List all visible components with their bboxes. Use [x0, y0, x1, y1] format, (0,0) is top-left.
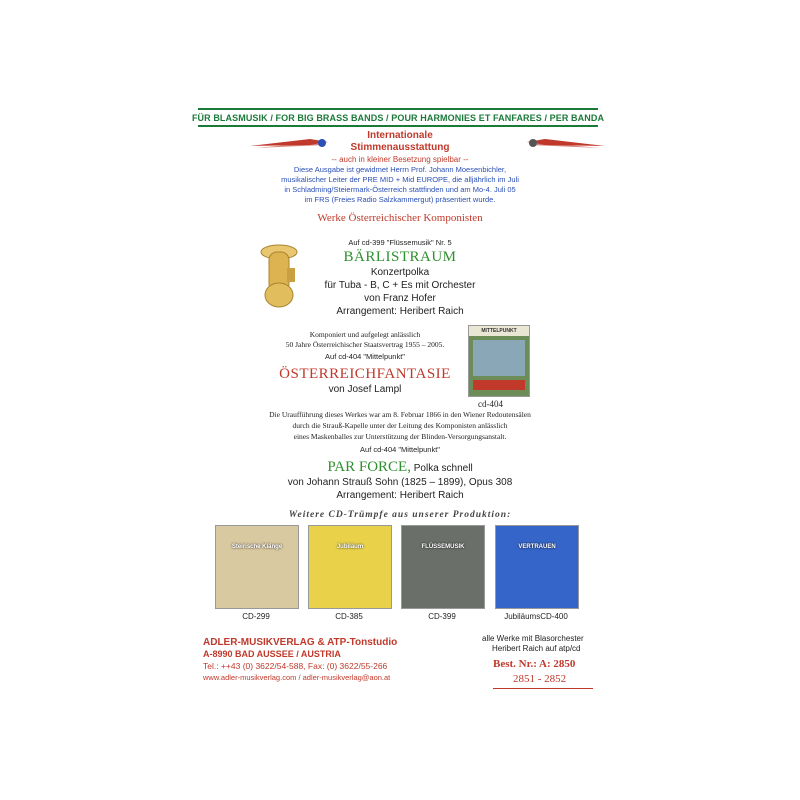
- cd-404-cover: [468, 325, 530, 397]
- cd-cover-text: Steirische Klänge: [231, 544, 283, 550]
- footer-web: www.adler-musikverlag.com / adler-musikverlag@aon.at: [203, 673, 391, 682]
- footer-order-label: Best. Nr.: A: 2850: [493, 658, 576, 670]
- dedication-line3: in Schladming/Steiermark-Österreich stattfinden und am Mo-4. Juli 05: [284, 185, 516, 194]
- section-heading: Werke Österreichischer Komponisten: [317, 212, 483, 224]
- cd-cover: [308, 525, 392, 609]
- work3-cd-ref: Auf cd-404 "Mittelpunkt": [360, 445, 440, 454]
- cd-cover-text: FLÜSSEMUSIK: [421, 544, 465, 550]
- work2-title: ÖSTERREICHFANTASIE: [279, 366, 451, 382]
- header-title-line2: Stimmenausstattung: [350, 142, 450, 153]
- cd-cover-text: VERTRAUEN: [518, 544, 556, 550]
- cd-cover-text: Jubiläum: [336, 544, 364, 550]
- footer-company: ADLER-MUSIKVERLAG & ATP-Tonstudio: [203, 637, 398, 648]
- work1-cd-ref: Auf cd-399 "Flüssemusik" Nr. 5: [348, 238, 452, 247]
- footer-phone: Tel.: ++43 (0) 3622/54-588, Fax: (0) 3622/55-266: [203, 661, 388, 671]
- work3-history1: Die Uraufführung dieses Werkes war am 8. Februar 1866 in den Wiener Redoutensälen: [269, 410, 531, 419]
- cd-caption: CD-299: [242, 612, 270, 621]
- footer-order-range: 2851 - 2852: [513, 673, 567, 685]
- top-banner: FÜR BLASMUSIK / FOR BIG BRASS BANDS / POUR HARMONIES ET FANFARES / PER BANDA: [198, 108, 598, 127]
- work3-composer: von Johann Strauß Sohn (1825 – 1899), Opus 308: [287, 477, 513, 488]
- work3-title-line: [195, 458, 605, 476]
- header-subtitle: -- auch in kleiner Besetzung spielbar --: [331, 155, 469, 164]
- cd-caption: JubiläumsCD-400: [504, 612, 568, 621]
- cd-404-cover-label: MITTELPUNKT: [469, 326, 529, 336]
- work1-line2: für Tuba - B, C + Es mit Orchester: [324, 280, 476, 291]
- work1-line1: Konzertpolka: [370, 267, 430, 278]
- work3-history3: eines Maskenballes zur Unterstützung der Blinden-Versorgungsanstalt.: [293, 432, 507, 441]
- work1-line4: Arrangement: Heribert Raich: [336, 306, 464, 317]
- more-cds-heading: Weitere CD-Trümpfe aus unserer Produktion:: [288, 510, 512, 520]
- dedication-line1: Diese Ausgabe ist gewidmet Herrn Prof. Johann Moesenbichler,: [293, 165, 507, 174]
- work3-title: PAR FORCE,: [327, 459, 411, 475]
- cd-cover: [495, 525, 579, 609]
- work2-composer: von Josef Lampl: [328, 384, 402, 395]
- footer-note1: alle Werke mit Blasorchester: [482, 634, 584, 643]
- cd-404-caption: cd-404: [478, 399, 503, 409]
- work3-title-suffix: Polka schnell: [410, 463, 473, 474]
- work2-cd-ref: Auf cd-404 "Mittelpunkt": [325, 352, 405, 361]
- dedication-line4: im FRS (Freies Radio Salzkammergut) präsentiert wurde.: [304, 195, 496, 204]
- cd-cover: [215, 525, 299, 609]
- work1-line3: von Franz Hofer: [364, 293, 436, 304]
- footer-address: A-8990 BAD AUSSEE / AUSTRIA: [203, 649, 341, 659]
- work3-history2: durch die Strauß-Kapelle unter der Leitung des Komponisten anlässlich: [292, 421, 508, 430]
- flyer-page: [191, 100, 605, 700]
- work2-intro1: Komponiert und aufgelegt anlässlich: [309, 330, 421, 339]
- footer-divider: [493, 688, 593, 689]
- cd-caption: CD-399: [428, 612, 456, 621]
- footer-note2: Heribert Raich auf atp/cd: [492, 644, 581, 653]
- work1-title: BÄRLISTRAUM: [343, 249, 457, 265]
- work2-intro2: 50 Jahre Österreichischer Staatsvertrag 1955 – 2005.: [285, 340, 445, 349]
- header-title-line1: Internationale: [367, 130, 433, 141]
- cd-cover: [401, 525, 485, 609]
- cd-caption: CD-385: [335, 612, 363, 621]
- dedication-line2: musikalischer Leiter der PRE MID + Mid EUROPE, die alljährlich im Juli: [281, 175, 519, 184]
- work3-arranger: Arrangement: Heribert Raich: [336, 490, 464, 501]
